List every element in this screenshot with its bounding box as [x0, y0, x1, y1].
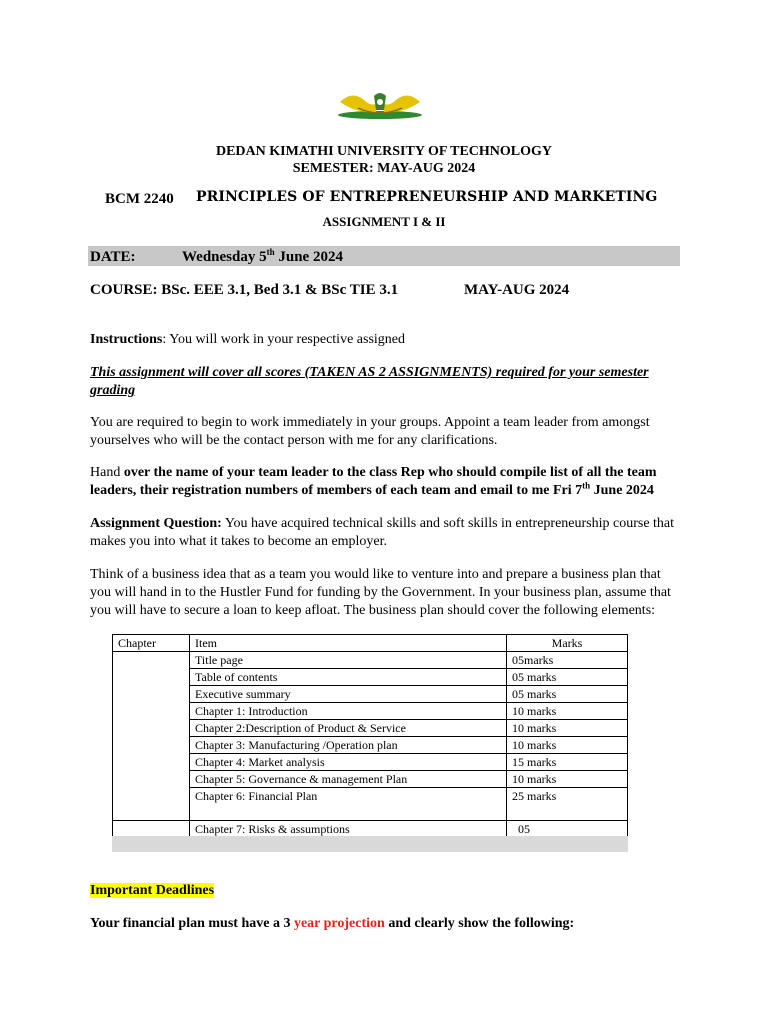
course-semester: MAY-AUG 2024 [464, 282, 570, 298]
date-value: Wednesday 5th June 2024 [182, 247, 343, 265]
table-row [113, 652, 628, 669]
course-title: PRINCIPLES OF ENTREPRENEURSHIP AND MARKETING [196, 189, 658, 205]
table-row [113, 720, 628, 737]
marks-cell: 05marks [507, 652, 628, 669]
item-cell: Chapter 3: Manufacturing /Operation plan [190, 737, 507, 754]
header-item: Item [190, 635, 507, 652]
coverage-note: This assignment will cover all scores (TAKEN AS 2 ASSIGNMENTS) required for your semester grading [90, 365, 649, 398]
table-row [113, 686, 628, 703]
item-cell: Chapter 5: Governance & management Plan [190, 771, 507, 788]
hand-in-paragraph: Hand over the name of your team leader to the class Rep who should compile list of all the team leaders, their registration numbers of members of each team and email to me Fri 7th June 2024 [90, 465, 657, 498]
header-marks: Marks [507, 635, 628, 652]
university-logo-emblem [318, 88, 442, 124]
item-cell: Chapter 6: Financial Plan [190, 788, 507, 821]
table-footer-strip [112, 836, 628, 852]
date-label: DATE: [90, 249, 136, 265]
item-cell: Title page [190, 652, 507, 669]
course-line: COURSE: BSc. EEE 3.1, Bed 3.1 & BSc TIE 3.1 [90, 282, 399, 298]
item-cell: Table of contents [190, 669, 507, 686]
groups-paragraph: You are required to begin to work immediately in your groups. Appoint a team leader from amongst yourselves who will be the contact person with me for any clarifications. [90, 415, 650, 448]
marks-cell: 05 marks [507, 669, 628, 686]
course-code: BCM 2240 [105, 191, 174, 207]
semester-heading: SEMESTER: MAY-AUG 2024 [292, 161, 476, 176]
marks-cell: 10 marks [507, 737, 628, 754]
marks-cell: 10 marks [507, 703, 628, 720]
table-row [113, 771, 628, 788]
assignment-question: Assignment Question: You have acquired technical skills and soft skills in entrepreneurship course that makes you into what it takes to become an employer. [90, 516, 675, 549]
table-row [113, 737, 628, 754]
business-plan-paragraph: Think of a business idea that as a team you would like to venture into and prepare a business plan that you will hand in to the Hustler Fund for funding by the Government. In your business plan, assume that you will have to secure a loan to keep afloat. The business plan should cover the following elements: [90, 567, 671, 618]
financial-plan-line: Your financial plan must have a 3 year projection and clearly show the following: [90, 916, 575, 931]
item-cell: Chapter 1: Introduction [190, 703, 507, 720]
item-cell: Chapter 7: Risks & assumptions [190, 821, 507, 838]
deadlines-heading: Important Deadlines [90, 883, 215, 898]
table-row [113, 788, 628, 821]
table-header-row [113, 635, 628, 652]
item-cell: Chapter 2:Description of Product & Service [190, 720, 507, 737]
marks-cell: 25 marks [507, 788, 628, 821]
chapter-cell [113, 652, 190, 821]
assignment-heading: ASSIGNMENT I & II [322, 214, 446, 229]
marks-cell: 05 marks [507, 686, 628, 703]
marks-cell: 15 marks [507, 754, 628, 771]
item-cell: Executive summary [190, 686, 507, 703]
table-row [113, 669, 628, 686]
table-row [113, 703, 628, 720]
university-name: DEDAN KIMATHI UNIVERSITY OF TECHNOLOGY [215, 144, 553, 159]
header-chapter: Chapter [113, 635, 190, 652]
table-row [113, 754, 628, 771]
marks-cell: 10 marks [507, 720, 628, 737]
instructions-paragraph: Instructions: You will work in your respective assigned [90, 332, 406, 347]
marks-cell: 05 [507, 821, 628, 838]
chapter-cell [113, 821, 190, 838]
marks-table [112, 634, 628, 838]
item-cell: Chapter 4: Market analysis [190, 754, 507, 771]
table-row [113, 821, 628, 838]
date-bar [88, 246, 680, 266]
marks-cell: 10 marks [507, 771, 628, 788]
